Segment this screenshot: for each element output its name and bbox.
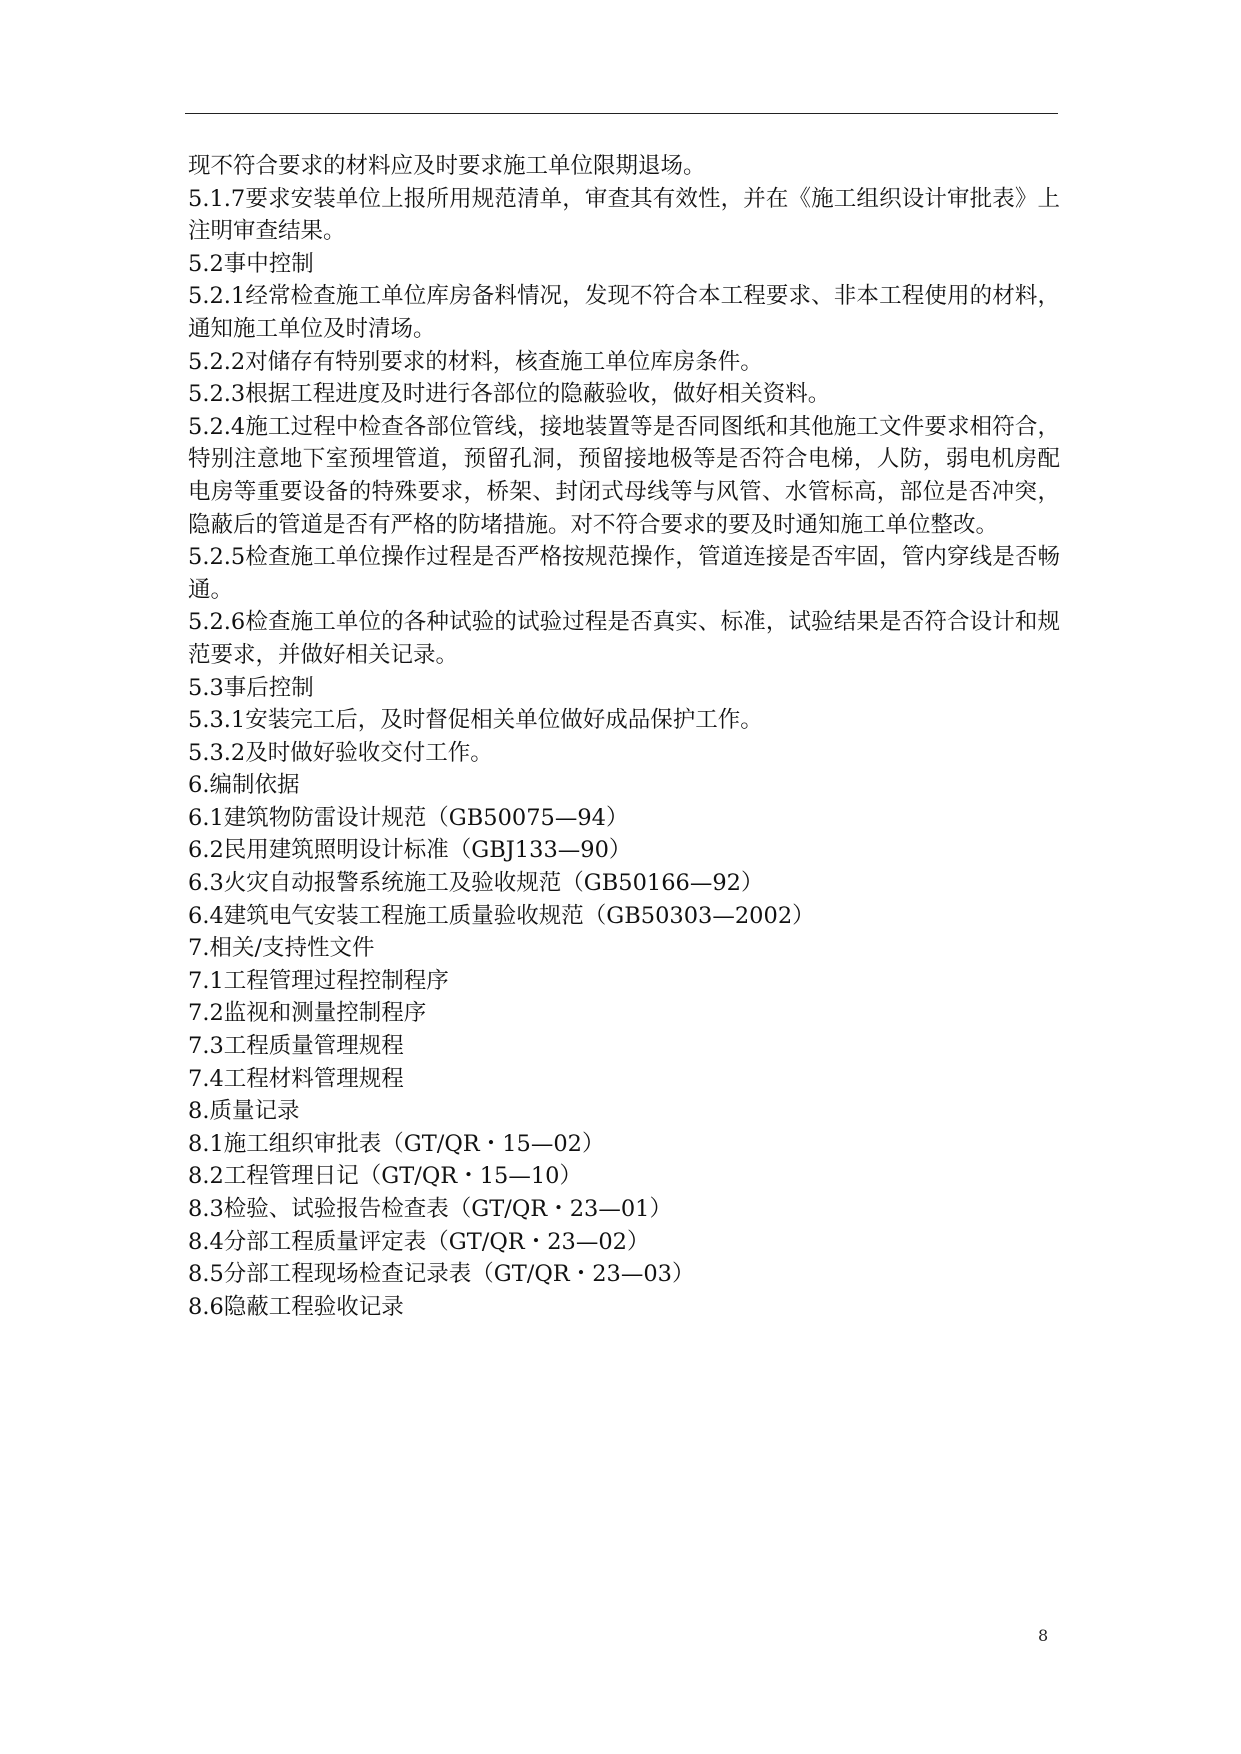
- paragraph: 5.3.1安装完工后，及时督促相关单位做好成品保护工作。: [188, 707, 763, 734]
- section-heading: 7.相关/支持性文件: [188, 935, 375, 962]
- section-heading: 5.3事后控制: [188, 674, 314, 701]
- paragraph: 5.2.3根据工程进度及时进行各部位的隐蔽验收，做好相关资料。: [188, 381, 831, 408]
- section-heading: 5.2事中控制: [188, 250, 314, 277]
- list-item: 6.4建筑电气安装工程施工质量验收规范（GB50303—2002）: [188, 902, 815, 929]
- paragraph: 现不符合要求的材料应及时要求施工单位限期退场。: [188, 153, 706, 179]
- list-item: 7.4工程材料管理规程: [188, 1065, 404, 1092]
- page-number: 8: [1038, 1626, 1049, 1645]
- list-item: 8.3检验、试验报告检查表（GT/QR・23—01）: [188, 1196, 672, 1222]
- paragraph: 5.2.6检查施工单位的各种试验的试验过程是否真实、标准，试验结果是否符合设计和规范要求，并做好相关记录。: [188, 609, 1060, 668]
- section-heading: 6.编制依据: [188, 772, 300, 799]
- list-item: 8.5分部工程现场检查记录表（GT/QR・23—03）: [188, 1261, 695, 1288]
- document-body: [188, 150, 1060, 1323]
- list-item: 7.2监视和测量控制程序: [188, 1000, 427, 1027]
- list-item: 8.4分部工程质量评定表（GT/QR・23—02）: [188, 1228, 650, 1255]
- paragraph: 5.2.5检查施工单位操作过程是否严格按规范操作，管道连接是否牢固，管内穿线是否畅通。: [188, 544, 1060, 603]
- list-item: 6.1建筑物防雷设计规范（GB50075—94）: [188, 804, 629, 831]
- paragraph: 5.2.4施工过程中检查各部位管线，接地装置等是否同图纸和其他施工文件要求相符合，特别注意地下室预埋管道，预留孔洞，预留接地极等是否符合电梯，人防，弱电机房配电房等重要设备的特殊要求，桥架、封闭式母线等与风管、水管标高，部位是否冲突，隐蔽后的管道是否有严格的防堵措施。对不符合要求的要及时通知施工单位整改。: [188, 413, 1060, 538]
- list-item: 8.6隐蔽工程验收记录: [188, 1293, 404, 1320]
- list-item: 7.3工程质量管理规程: [188, 1033, 404, 1060]
- header-rule: [185, 113, 1058, 114]
- list-item: 8.1施工组织审批表（GT/QR・15—02）: [188, 1130, 605, 1157]
- section-heading: 8.质量记录: [188, 1098, 300, 1125]
- list-item: 6.3火灾自动报警系统施工及验收规范（GB50166—92）: [188, 870, 764, 897]
- list-item: 8.2工程管理日记（GT/QR・15—10）: [188, 1163, 582, 1190]
- paragraph: 5.1.7要求安装单位上报所用规范清单，审查其有效性，并在《施工组织设计审批表》上注明审查结果。: [188, 185, 1060, 245]
- list-item: 6.2民用建筑照明设计标准（GBJ133—90）: [188, 837, 632, 864]
- paragraph: 5.3.2及时做好验收交付工作。: [188, 739, 493, 766]
- paragraph: 5.2.2对储存有特别要求的材料，核查施工单位库房条件。: [188, 348, 763, 375]
- list-item: 7.1工程管理过程控制程序: [188, 967, 449, 994]
- paragraph: 5.2.1经常检查施工单位库房备料情况，发现不符合本工程要求、非本工程使用的材料，通知施工单位及时清场。: [188, 283, 1060, 342]
